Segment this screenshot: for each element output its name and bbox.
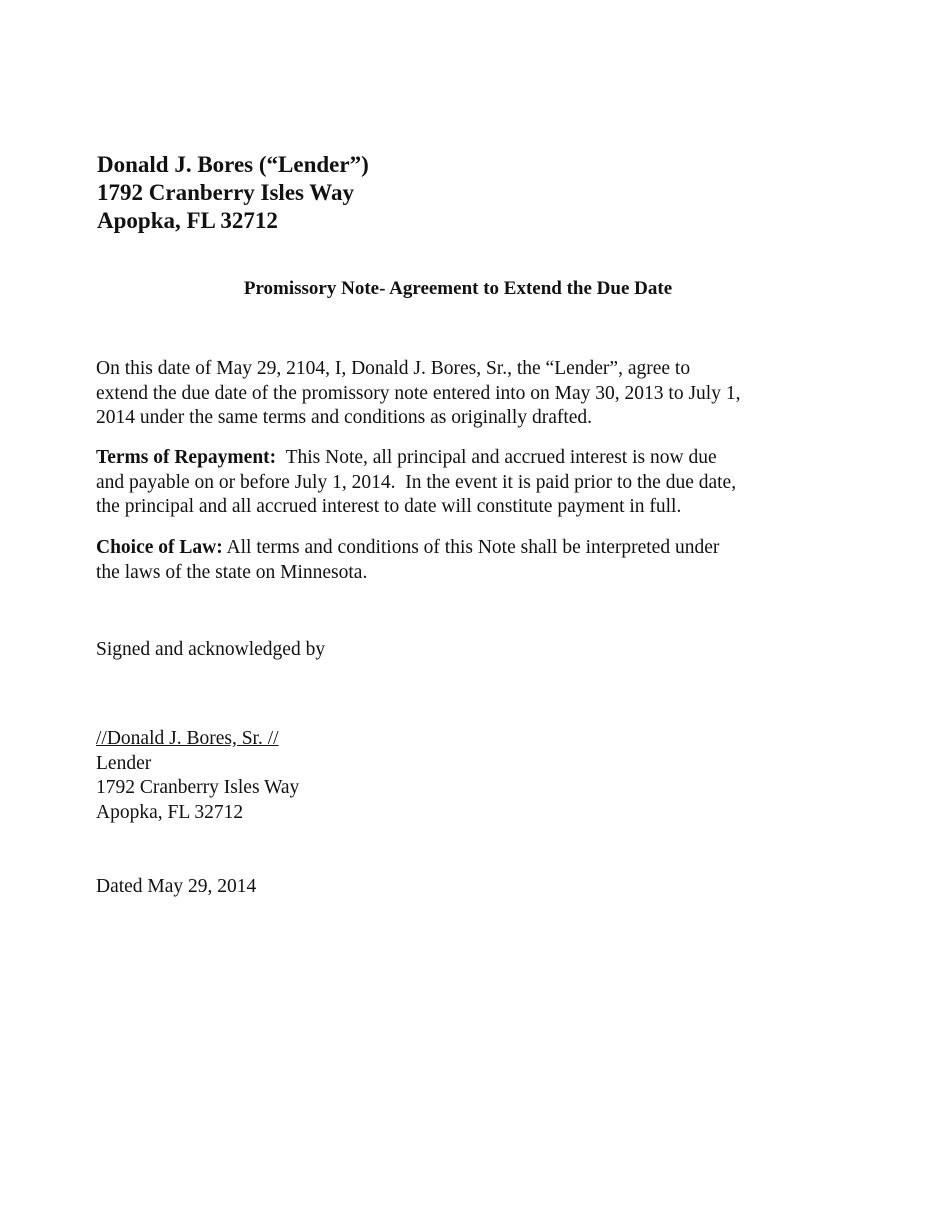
signed-acknowledged-text: Signed and acknowledged by — [96, 639, 326, 660]
repayment-label: Terms of Repayment: — [96, 447, 277, 468]
choice-of-law-line: All terms and conditions of this Note shall be interpreted under — [222, 537, 720, 558]
intro-paragraph — [96, 357, 826, 431]
choice-of-law-line: the laws of the state on Minnesota. — [96, 561, 368, 583]
intro-line: extend the due date of the promissory note entered into on May 30, 2013 to July 1, — [96, 382, 741, 404]
repayment-line: and payable on or before July 1, 2014. In the event it is paid prior to the due date, — [96, 471, 737, 493]
repayment-line: This Note, all principal and accrued interest is now due — [276, 447, 717, 468]
repayment-paragraph — [96, 446, 826, 520]
intro-line: On this date of May 29, 2104, I, Donald J. Bores, Sr., the “Lender”, agree to — [96, 358, 691, 379]
signer-role: Lender — [96, 752, 152, 774]
repayment-first-line — [96, 446, 826, 471]
choice-of-law-paragraph — [96, 536, 826, 585]
signature: //Donald J. Bores, Sr. // — [96, 728, 279, 749]
dated-line: Dated May 29, 2014 — [96, 876, 257, 897]
repayment-line: the principal and all accrued interest to date will constitute payment in full. — [96, 496, 682, 517]
lender-street-line: 1792 Cranberry Isles Way — [97, 180, 355, 205]
intro-line: 2014 under the same terms and conditions as originally drafted. — [96, 407, 593, 428]
lender-name-line: Donald J. Bores (“Lender”) — [97, 152, 369, 177]
document-title: Promissory Note- Agreement to Extend the Due Date — [243, 278, 673, 299]
signer-address-line: Apopka, FL 32712 — [96, 801, 244, 823]
signature-block — [96, 727, 299, 825]
choice-of-law-label: Choice of Law: — [96, 537, 223, 558]
lender-city-line: Apopka, FL 32712 — [97, 208, 278, 233]
signer-address-line: 1792 Cranberry Isles Way — [96, 777, 300, 798]
choice-of-law-first-line — [96, 536, 826, 561]
lender-header — [97, 151, 369, 235]
